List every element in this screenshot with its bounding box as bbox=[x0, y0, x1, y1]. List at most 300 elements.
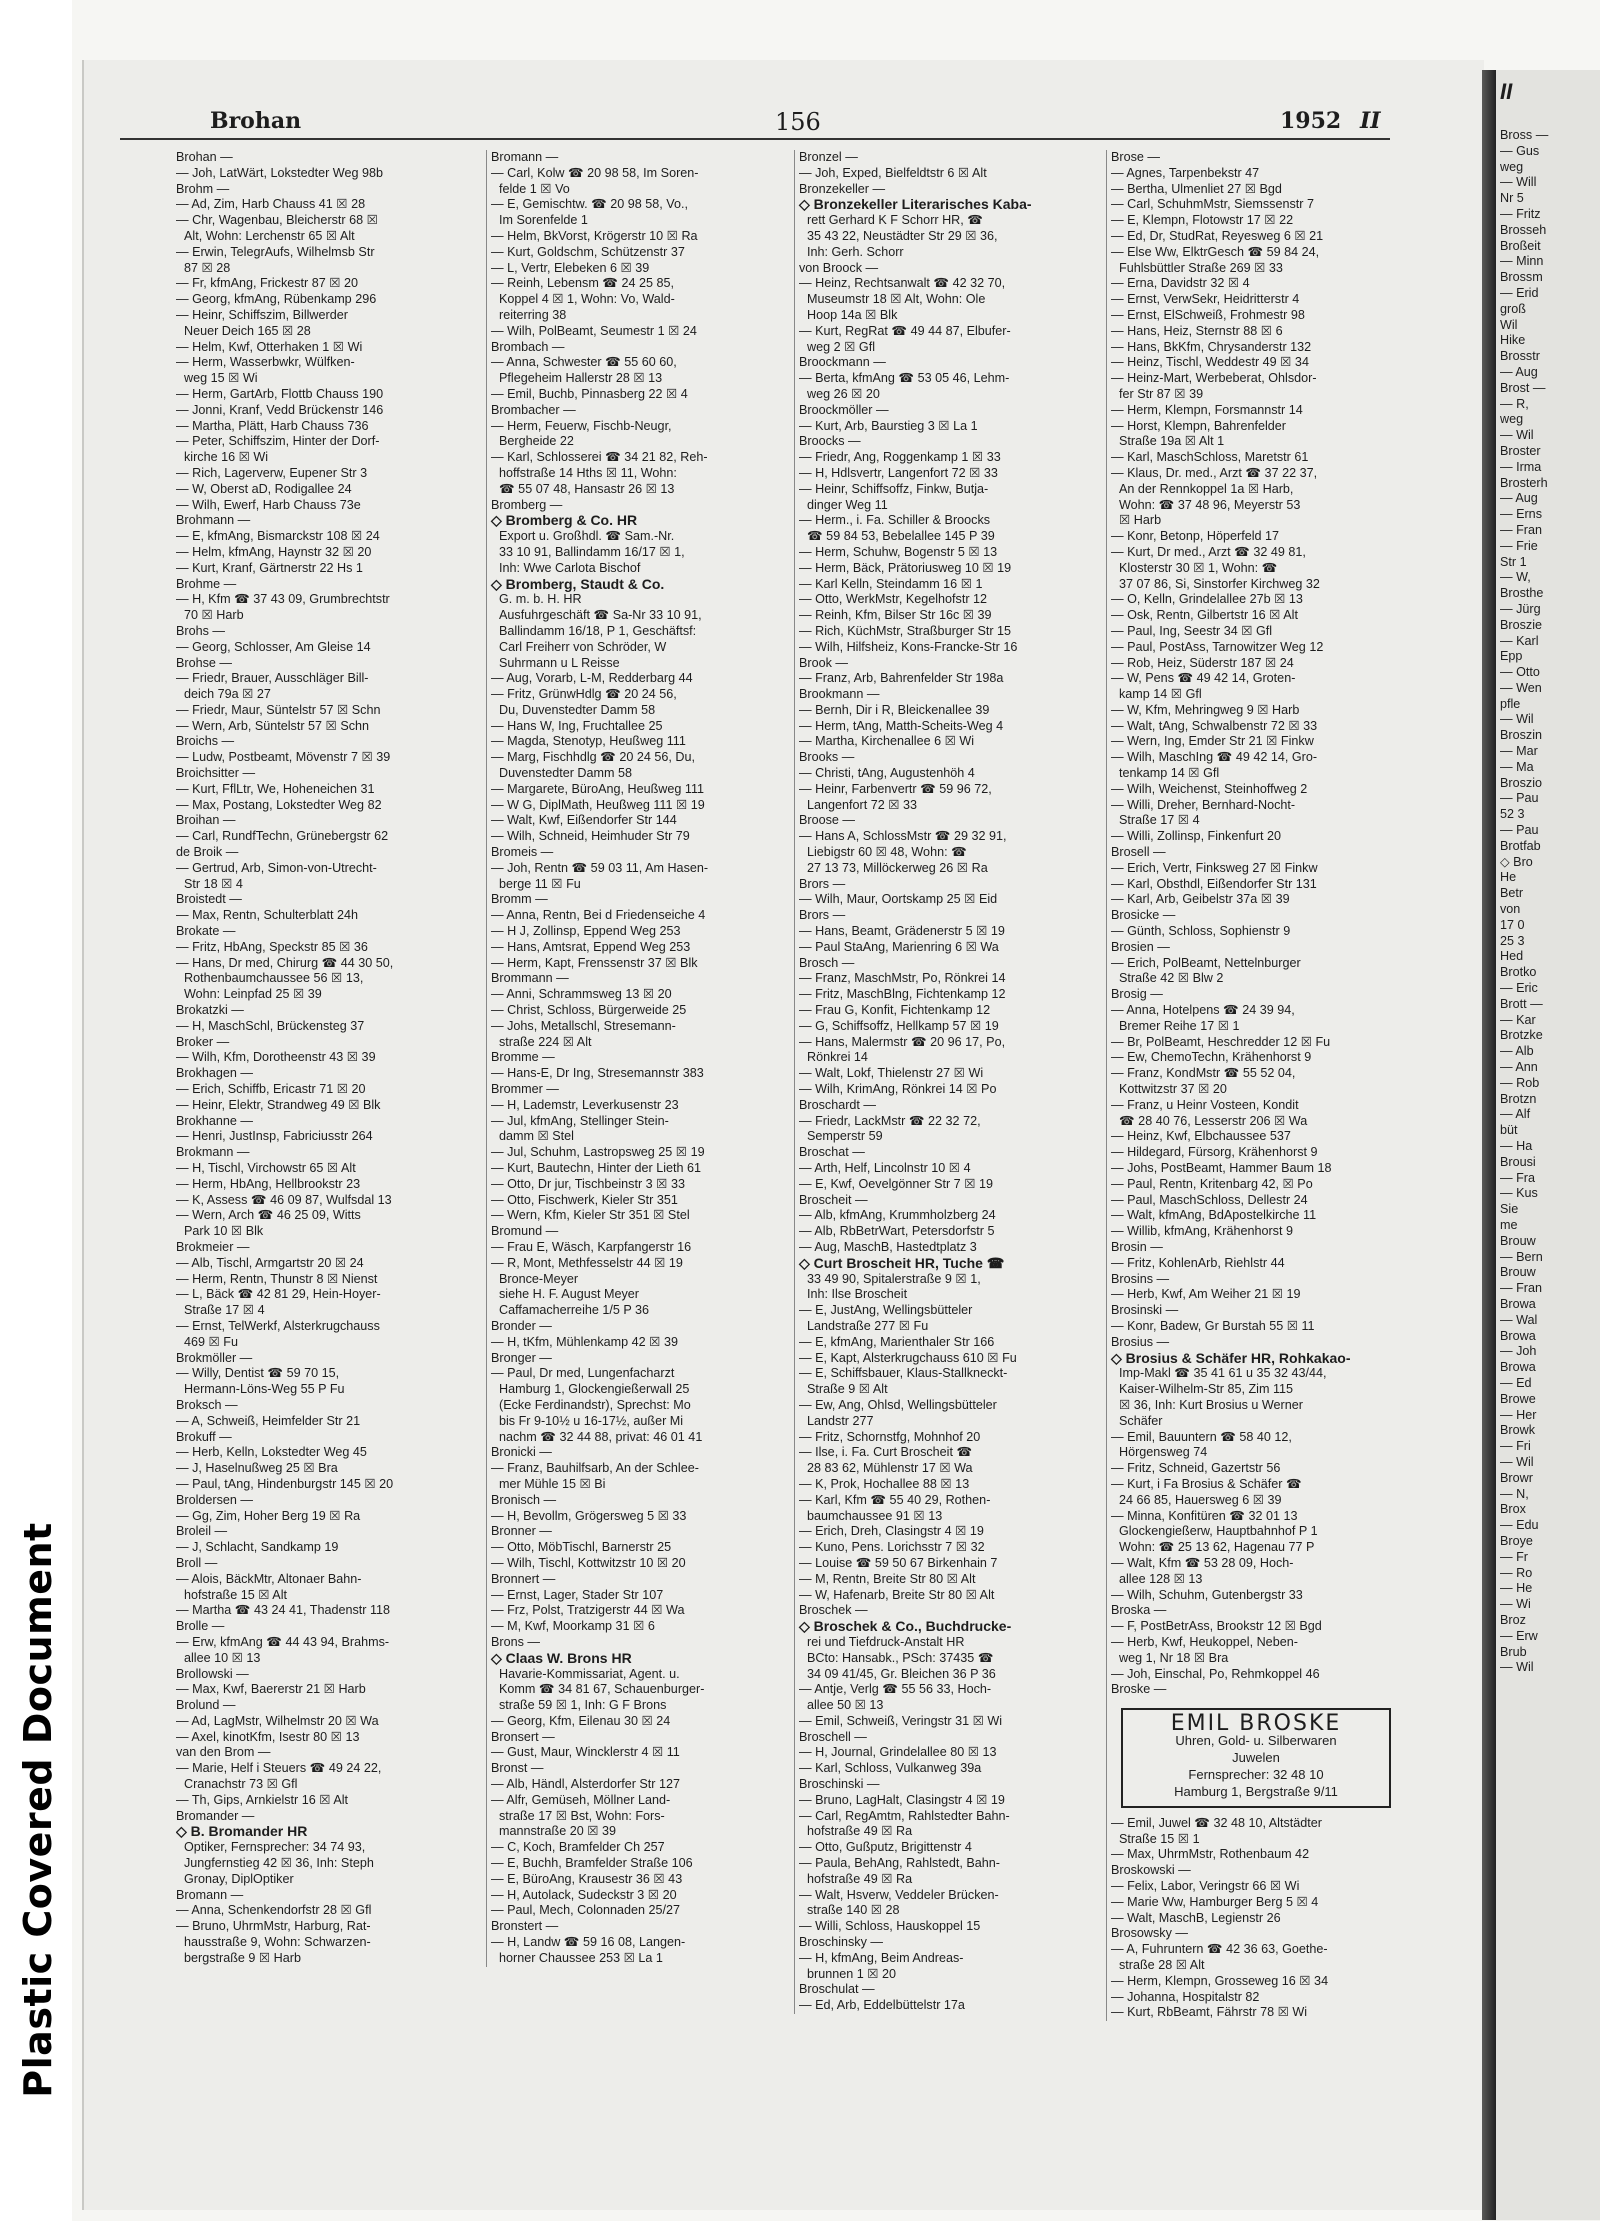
adjacent-page-fragment: Brost — bbox=[1500, 380, 1546, 395]
directory-line: — Kurt, FflLtr, We, Hoheneichen 31 bbox=[176, 781, 375, 796]
directory-line: — Louise ☎ 59 50 67 Birkenhain 7 bbox=[799, 1555, 998, 1570]
directory-line: allee 10 ☒ 13 bbox=[184, 1650, 261, 1665]
directory-line: Broleil — bbox=[176, 1524, 228, 1539]
directory-line: Brosien — bbox=[1111, 939, 1170, 954]
adjacent-page-fragment: Browe bbox=[1500, 1391, 1536, 1406]
directory-line: — A, Schweiß, Heimfelder Str 21 bbox=[176, 1413, 361, 1428]
directory-line: — W, Oberst aD, Rodigallee 24 bbox=[176, 481, 352, 496]
directory-line: Brosicke — bbox=[1111, 908, 1176, 923]
directory-line: Broska — bbox=[1111, 1603, 1167, 1618]
directory-line: Brors — bbox=[799, 876, 846, 891]
directory-line: — Frau E, Wäsch, Karpfangerstr 16 bbox=[491, 1239, 692, 1254]
directory-line: — Paul StaAng, Marienring 6 ☒ Wa bbox=[799, 939, 999, 954]
directory-line: — Karl, Arb, Geibelstr 37a ☒ 39 bbox=[1111, 892, 1290, 907]
directory-line: Broschat — bbox=[799, 1145, 865, 1160]
directory-line: — Friedr, Brauer, Ausschläger Bill- bbox=[176, 671, 369, 686]
directory-line: Wohn: Leinpfad 25 ☒ 39 bbox=[184, 987, 322, 1002]
directory-line: — Herm, GartArb, Flottb Chauss 190 bbox=[176, 386, 384, 401]
adjacent-page-fragment: weg bbox=[1500, 159, 1524, 174]
adjacent-page-fragment: — Kar bbox=[1500, 1012, 1536, 1027]
adjacent-page-fragment: ◇ Bro bbox=[1500, 854, 1533, 869]
directory-line: Brons — bbox=[491, 1634, 540, 1649]
directory-line: — Walt, tAng, Schwalbenstr 72 ☒ 33 bbox=[1111, 718, 1318, 733]
directory-line: Broichs — bbox=[176, 734, 235, 749]
directory-line: Landstraße 277 ☒ Fu bbox=[807, 1318, 929, 1333]
directory-line: — Ed, Arb, Eddelbüttelstr 17a bbox=[799, 1998, 965, 2013]
column-4-entries bbox=[1111, 150, 1407, 1698]
directory-line: — Antje, Verlg ☎ 55 56 33, Hoch- bbox=[799, 1682, 992, 1697]
directory-line: Brosins — bbox=[1111, 1271, 1170, 1286]
directory-line: — Frau G, Konfit, Fichtenkamp 12 bbox=[799, 1003, 991, 1018]
directory-line: — Otto, Fischwerk, Kieler Str 351 bbox=[491, 1192, 678, 1207]
directory-line: — Herb, Kelln, Lokstedter Weg 45 bbox=[176, 1445, 367, 1460]
directory-line: Duvenstedter Damm 58 bbox=[499, 766, 632, 781]
directory-line: — Herm, HbAng, Hellbrookstr 23 bbox=[176, 1176, 361, 1191]
directory-line: — Karl Kelln, Steindamm 16 ☒ 1 bbox=[799, 576, 983, 591]
adjacent-page-fragment: — Joh bbox=[1500, 1344, 1537, 1359]
directory-line: Brombach — bbox=[491, 339, 565, 354]
adjacent-page-fragment: — Frie bbox=[1500, 538, 1538, 553]
directory-line: — Christi, tAng, Augustenhöh 4 bbox=[799, 766, 975, 781]
directory-line: — Wilh, Schneid, Heimhuder Str 79 bbox=[491, 829, 690, 844]
directory-line: Broschek — bbox=[799, 1603, 868, 1618]
adjacent-page-fragment: Hike bbox=[1500, 333, 1526, 348]
adjacent-page-fragment: Brotko bbox=[1500, 965, 1537, 980]
directory-line: Inh: Wwe Carlota Bischof bbox=[499, 560, 641, 575]
directory-line: — Paul, MaschSchloss, Dellestr 24 bbox=[1111, 1192, 1308, 1207]
directory-line: — H, Bevollm, Grögersweg 5 ☒ 33 bbox=[491, 1508, 687, 1523]
adjacent-page-header: II bbox=[1500, 79, 1513, 104]
directory-line: Broockmann — bbox=[799, 355, 886, 370]
adjacent-page-fragment: — Erid bbox=[1500, 285, 1539, 300]
directory-line: Straße 15 ☒ 1 bbox=[1119, 1831, 1200, 1846]
adjacent-page-fragment: Browa bbox=[1500, 1360, 1536, 1375]
directory-line: Brose — bbox=[1111, 150, 1160, 164]
directory-line: — Herb, Kwf, Heukoppel, Neben- bbox=[1111, 1634, 1298, 1649]
directory-line: — Carl, RegAmtm, Rahlstedter Bahn- bbox=[799, 1808, 1010, 1823]
directory-line: — Minna, Konfitüren ☎ 32 01 13 bbox=[1111, 1508, 1298, 1523]
directory-line: — Emil, Bauuntern ☎ 58 40 12, bbox=[1111, 1429, 1292, 1444]
directory-line: — K, Prok, Hochallee 88 ☒ 13 bbox=[799, 1476, 970, 1491]
directory-line: Broll — bbox=[176, 1555, 218, 1570]
adjacent-page-fragment: — Fritz bbox=[1500, 206, 1541, 221]
directory-line: — Jul, Schuhm, Lastropsweg 25 ☒ 19 bbox=[491, 1145, 705, 1160]
directory-line: Brokmeier — bbox=[176, 1239, 250, 1254]
directory-line: — Herm, Schuhw, Bogenstr 5 ☒ 13 bbox=[799, 544, 998, 559]
adjacent-page-fragment: Brub bbox=[1500, 1644, 1527, 1659]
directory-line: — Kurt, Dr med., Arzt ☎ 32 49 81, bbox=[1111, 544, 1306, 559]
directory-line: Brookmann — bbox=[799, 687, 880, 702]
directory-line: Hermann-Löns-Weg 55 P Fu bbox=[184, 1382, 345, 1397]
directory-line: An der Rennkoppel 1a ☒ Harb, bbox=[1119, 481, 1294, 496]
directory-line: — Rich, Lagerverw, Eupener Str 3 bbox=[176, 465, 368, 480]
directory-line: Straße 19a ☒ Alt 1 bbox=[1119, 434, 1225, 449]
adjacent-page-fragment: — Her bbox=[1500, 1407, 1537, 1422]
directory-line: Broker — bbox=[176, 1034, 230, 1049]
directory-line: horner Chaussee 253 ☒ La 1 bbox=[499, 1950, 663, 1965]
directory-line: ☒ Harb bbox=[1119, 513, 1162, 528]
directory-line: damm ☒ Stel bbox=[499, 1129, 574, 1144]
directory-line: — Wilh, Ewerf, Harb Chauss 73e bbox=[176, 497, 361, 512]
adjacent-page-fragment: pfle bbox=[1500, 696, 1521, 711]
side-label-text: Plastic Covered Document bbox=[16, 1522, 60, 2098]
directory-line: — Johs, PostBeamt, Hammer Baum 18 bbox=[1111, 1161, 1332, 1175]
directory-line: — Otto, WerkMstr, Kegelhofstr 12 bbox=[799, 592, 988, 607]
directory-line: Broockmöller — bbox=[799, 402, 889, 417]
directory-line: — Heinz, Tischl, Weddestr 49 ☒ 34 bbox=[1111, 355, 1309, 370]
adjacent-page-fragment: Brouw bbox=[1500, 1233, 1536, 1248]
directory-line: straße 59 ☒ 1, Inh: G F Brons bbox=[499, 1698, 667, 1713]
directory-line: — Kurt, Kranf, Gärtnerstr 22 Hs 1 bbox=[176, 560, 363, 575]
directory-line: Brooks — bbox=[799, 750, 855, 765]
adjacent-page-fragment: — Will bbox=[1500, 175, 1537, 190]
side-label bbox=[8, 1522, 68, 2098]
directory-line: — Anna, Schwester ☎ 55 60 60, bbox=[491, 355, 677, 370]
directory-line: — Wilh, Maur, Oortskamp 25 ☒ Eid bbox=[799, 892, 998, 907]
directory-line: — Carl, RundfTechn, Grünebergstr 62 bbox=[176, 829, 389, 844]
directory-line: — Alb, Tischl, Armgartstr 20 ☒ 24 bbox=[176, 1255, 364, 1270]
adjacent-page-fragment: Brosstr bbox=[1500, 349, 1540, 364]
directory-line: hofstraße 49 ☒ Ra bbox=[807, 1871, 913, 1886]
directory-line: — H, Tischl, Virchowstr 65 ☒ Alt bbox=[176, 1161, 356, 1175]
directory-line: Brosin — bbox=[1111, 1239, 1163, 1254]
directory-line: — Gust, Maur, Wincklerstr 4 ☒ 11 bbox=[491, 1745, 680, 1760]
directory-line: — Gg, Zim, Hoher Berg 19 ☒ Ra bbox=[176, 1508, 361, 1523]
directory-line: ◇ Claas W. Brons HR bbox=[491, 1649, 632, 1666]
adjacent-page-fragment: — Pau bbox=[1500, 823, 1539, 838]
directory-line: Langenfort 72 ☒ 33 bbox=[807, 797, 918, 812]
directory-line: — Chr, Wagenbau, Bleicherstr 68 ☒ bbox=[176, 213, 378, 228]
directory-line: weg 15 ☒ Wi bbox=[184, 371, 258, 386]
directory-line: — Joh, Exped, Bielfeldtstr 6 ☒ Alt bbox=[799, 165, 987, 180]
directory-line: Bronisch — bbox=[491, 1492, 557, 1507]
directory-line: — Bernh, Dir i R, Bleickenallee 39 bbox=[799, 702, 990, 717]
adjacent-page-fragment: — Ann bbox=[1500, 1060, 1538, 1075]
directory-line: — H, Autolack, Sudeckstr 3 ☒ 20 bbox=[491, 1887, 677, 1902]
directory-line: — Paul, PostAss, Tarnowitzer Weg 12 bbox=[1111, 639, 1324, 654]
adjacent-page-fragment: — Bern bbox=[1500, 1249, 1543, 1264]
directory-line: Brokhanne — bbox=[176, 1113, 254, 1128]
directory-line: bergstraße 9 ☒ Harb bbox=[184, 1950, 301, 1965]
directory-line: berge 11 ☒ Fu bbox=[499, 876, 581, 891]
directory-line: — Herm, Rentn, Thunstr 8 ☒ Nienst bbox=[176, 1271, 378, 1286]
directory-line: — Wilh, KrimAng, Rönkrei 14 ☒ Po bbox=[799, 1082, 997, 1097]
directory-line: hausstraße 9, Wohn: Schwarzen- bbox=[184, 1935, 371, 1950]
directory-line: Bronger — bbox=[491, 1350, 552, 1365]
directory-line: Brohmann — bbox=[176, 513, 251, 528]
directory-line: Ausfuhrgeschäft ☎ Sa-Nr 33 10 91, bbox=[499, 608, 702, 623]
directory-line: Hörgensweg 74 bbox=[1119, 1445, 1208, 1460]
directory-line: Neuer Deich 165 ☒ 28 bbox=[184, 323, 311, 338]
adjacent-page-fragment: Brousi bbox=[1500, 1154, 1536, 1169]
directory-line: — Willy, Dentist ☎ 59 70 15, bbox=[176, 1366, 340, 1381]
directory-line: BCto: Hansabk., PSch: 37435 ☎ bbox=[807, 1650, 994, 1665]
adjacent-page-fragment: Brotfab bbox=[1500, 838, 1541, 853]
directory-line: — M, Rentn, Breite Str 80 ☒ Alt bbox=[799, 1571, 976, 1586]
directory-line: — Hans W, Ing, Fruchtallee 25 bbox=[491, 718, 663, 733]
directory-line: — Karl, Kfm ☎ 55 40 29, Rothen- bbox=[799, 1492, 991, 1507]
directory-line: — Karl, Schloss, Vulkanweg 39a bbox=[799, 1761, 982, 1776]
directory-line: — Franz, KondMstr ☎ 55 52 04, bbox=[1111, 1066, 1296, 1081]
directory-line: Broscheit — bbox=[799, 1192, 868, 1207]
directory-line: — Hans, BkKfm, Chrysanderstr 132 bbox=[1111, 339, 1312, 354]
directory-line: — E, JustAng, Wellingsbütteler bbox=[799, 1303, 973, 1318]
directory-line: — Max, Rentn, Schulterblatt 24h bbox=[176, 908, 359, 923]
directory-column-4 bbox=[1106, 150, 1407, 2021]
adjacent-page-fragment: — Erw bbox=[1500, 1628, 1538, 1643]
directory-line: — Osk, Rentn, Gilbertstr 16 ☒ Alt bbox=[1111, 608, 1298, 623]
directory-line: — Hans, Amtsrat, Eppend Weg 253 bbox=[491, 939, 691, 954]
directory-line: — Herm., i. Fa. Schiller & Broocks bbox=[799, 513, 991, 528]
directory-line: — Erich, PolBeamt, Nettelnburger bbox=[1111, 955, 1301, 970]
directory-line: — Ed, Dr, StudRat, Reyesweg 6 ☒ 21 bbox=[1111, 228, 1324, 243]
directory-line: — Karl, MaschSchloss, Maretstr 61 bbox=[1111, 450, 1309, 465]
directory-line: hofstraße 15 ☒ Alt bbox=[184, 1587, 287, 1602]
directory-line: — Herm, Klempn, Forsmannstr 14 bbox=[1111, 402, 1303, 417]
directory-line: — Arth, Helf, Lincolnstr 10 ☒ 4 bbox=[799, 1161, 971, 1175]
page-number: 156 bbox=[775, 108, 821, 136]
directory-line: — Hans-E, Dr Ing, Stresemannstr 383 bbox=[491, 1066, 704, 1081]
directory-line: Brohm — bbox=[176, 181, 230, 196]
directory-line: — Felix, Labor, Veringstr 66 ☒ Wi bbox=[1111, 1879, 1300, 1894]
directory-line: — Helm, Kwf, Otterhaken 1 ☒ Wi bbox=[176, 339, 363, 354]
directory-line: — Bruno, LagHalt, Clasingstr 4 ☒ 19 bbox=[799, 1792, 1005, 1807]
directory-line: — Günth, Schloss, Sophienstr 9 bbox=[1111, 924, 1291, 939]
directory-line: — R, Mont, Methfesselstr 44 ☒ 19 bbox=[491, 1255, 683, 1270]
page-header bbox=[120, 108, 1390, 140]
directory-line: — Konr, Betonp, Höperfeld 17 bbox=[1111, 529, 1280, 544]
adjacent-page-fragment: Sie bbox=[1500, 1202, 1519, 1217]
directory-line: Brombacher — bbox=[491, 402, 576, 417]
adjacent-page-fragment: — Rob bbox=[1500, 1075, 1540, 1090]
directory-line: 469 ☒ Fu bbox=[184, 1334, 238, 1349]
directory-line: — Herm, Kapt, Frenssenstr 37 ☒ Blk bbox=[491, 955, 698, 970]
adjacent-page-fragment: — Minn bbox=[1500, 254, 1544, 269]
directory-line: Inh: Gerh. Schorr bbox=[807, 244, 904, 259]
directory-line: hoffstraße 14 Hths ☒ 11, Wohn: bbox=[499, 465, 677, 480]
directory-line: — Max, Postang, Lokstedter Weg 82 bbox=[176, 797, 382, 812]
directory-line: — Martha, Kirchenallee 6 ☒ Wi bbox=[799, 734, 975, 749]
directory-line: Fuhlsbüttler Straße 269 ☒ 33 bbox=[1119, 260, 1283, 275]
adjacent-page-fragment: — Erns bbox=[1500, 507, 1542, 522]
directory-line: Pflegeheim Hallerstr 28 ☒ 13 bbox=[499, 371, 663, 386]
directory-column-1 bbox=[176, 150, 476, 1967]
directory-line: — W G, DiplMath, Heußweg 111 ☒ 19 bbox=[491, 797, 705, 812]
directory-line: Brokmöller — bbox=[176, 1350, 253, 1365]
header-volume: II bbox=[1360, 108, 1381, 134]
directory-line: mannstraße 20 ☒ 39 bbox=[499, 1824, 616, 1839]
directory-line: — Fritz, Schneid, Gazertstr 56 bbox=[1111, 1461, 1281, 1476]
adjacent-page-fragment: — Jürg bbox=[1500, 601, 1541, 616]
directory-line: weg 26 ☒ 20 bbox=[807, 386, 880, 401]
directory-line: Brosell — bbox=[1111, 845, 1166, 860]
directory-line: — A, Fuhruntern ☎ 42 36 63, Goethe- bbox=[1111, 1942, 1328, 1957]
adjacent-page-fragment: — Karl bbox=[1500, 633, 1539, 648]
directory-line: — Friedr, LackMstr ☎ 22 32 72, bbox=[799, 1113, 981, 1128]
directory-column-2 bbox=[486, 150, 787, 1967]
directory-line: tenkamp 14 ☒ Gfl bbox=[1119, 766, 1220, 781]
directory-line: — Wilh, Weichenst, Steinhoffweg 2 bbox=[1111, 781, 1308, 796]
directory-line: 24 66 85, Hauersweg 6 ☒ 39 bbox=[1119, 1492, 1282, 1507]
directory-line: — E, Kapt, Alsterkrugchauss 610 ☒ Fu bbox=[799, 1350, 1017, 1365]
adjacent-page-fragment: — Wil bbox=[1500, 428, 1534, 443]
advert-line: Hamburg 1, Bergstraße 9/11 bbox=[1174, 1783, 1338, 1799]
directory-line: Alt, Wohn: Lerchenstr 65 ☒ Alt bbox=[184, 228, 355, 243]
directory-line: Brokhagen — bbox=[176, 1066, 254, 1081]
directory-line: — Axel, kinotKfm, Isestr 80 ☒ 13 bbox=[176, 1729, 360, 1744]
directory-line: — W, Hafenarb, Breite Str 80 ☒ Alt bbox=[799, 1587, 995, 1602]
directory-line: brunnen 1 ☒ 20 bbox=[807, 1966, 897, 1981]
adjacent-page-fragment: — Fra bbox=[1500, 1170, 1535, 1185]
directory-line: Caffamacherreihe 1/5 P 36 bbox=[499, 1303, 650, 1318]
adjacent-page-fragment: — Pau bbox=[1500, 791, 1539, 806]
directory-line: — Herm, tAng, Matth-Scheits-Weg 4 bbox=[799, 718, 1004, 733]
directory-line: Bronce-Meyer bbox=[499, 1271, 579, 1286]
directory-line: — Ernst, VerwSekr, Heidritterstr 4 bbox=[1111, 292, 1300, 307]
directory-line: Ballindamm 16/18, P 1, Geschäftsf: bbox=[499, 623, 697, 638]
directory-line: — Wern, Ing, Emder Str 21 ☒ Finkw bbox=[1111, 734, 1314, 749]
directory-line: — Willi, Zollinsp, Finkenfurt 20 bbox=[1111, 829, 1282, 844]
directory-line: 35 43 22, Neustädter Str 29 ☒ 36, bbox=[807, 228, 998, 243]
directory-line: von Broock — bbox=[799, 260, 879, 275]
directory-line: — Hans A, SchlossMstr ☎ 29 32 91, bbox=[799, 829, 1007, 844]
directory-line: — Ilse, i. Fa. Curt Broscheit ☎ bbox=[799, 1445, 973, 1460]
directory-line: Straße 9 ☒ Alt bbox=[807, 1382, 888, 1397]
directory-line: — H, MaschSchl, Brückensteg 37 bbox=[176, 1018, 365, 1033]
directory-line: Str 18 ☒ 4 bbox=[184, 876, 243, 891]
directory-line: — Martha ☎ 43 24 41, Thadenstr 118 bbox=[176, 1603, 391, 1618]
directory-line: kirche 16 ☒ Wi bbox=[184, 450, 269, 465]
directory-line: — G, Schiffsoffz, Hellkamp 57 ☒ 19 bbox=[799, 1018, 999, 1033]
directory-line: — Walt, Kfm ☎ 53 28 09, Hoch- bbox=[1111, 1555, 1294, 1570]
adjacent-page-fragment: — Fran bbox=[1500, 522, 1542, 537]
advert-title: EMIL BROSKE bbox=[1170, 1711, 1342, 1737]
directory-line: Carl Freiherr von Schröder, W bbox=[499, 639, 667, 654]
directory-line: — Otto, MöbTischl, Barnerstr 25 bbox=[491, 1540, 672, 1555]
directory-line: — Georg, Schlosser, Am Gleise 14 bbox=[176, 639, 371, 654]
directory-line: Kottwitzstr 37 ☒ 20 bbox=[1119, 1082, 1227, 1097]
directory-line: — Bruno, UhrmMstr, Harburg, Rat- bbox=[176, 1919, 371, 1934]
adjacent-page-fragment: Broz bbox=[1500, 1612, 1526, 1627]
directory-line: — Erich, Schiffb, Ericastr 71 ☒ 20 bbox=[176, 1082, 366, 1097]
directory-line: straße 140 ☒ 28 bbox=[807, 1903, 900, 1918]
directory-line: Bremer Reihe 17 ☒ 1 bbox=[1119, 1018, 1240, 1033]
adjacent-page-fragment: — Ha bbox=[1500, 1139, 1533, 1153]
directory-line: Cranachstr 73 ☒ Gfl bbox=[184, 1777, 298, 1792]
directory-line: Semperstr 59 bbox=[807, 1129, 883, 1144]
directory-line: deich 79a ☒ 27 bbox=[184, 687, 271, 702]
directory-line: Brohan — bbox=[176, 150, 233, 164]
adjacent-page-fragment: 17 0 bbox=[1500, 917, 1525, 932]
directory-line: — Johs, Metallschl, Stresemann- bbox=[491, 1018, 676, 1033]
directory-line: — Fr, kfmAng, Frickestr 87 ☒ 20 bbox=[176, 276, 359, 291]
directory-line: — Herb, Kwf, Am Weiher 21 ☒ 19 bbox=[1111, 1287, 1301, 1302]
directory-line: — Paul, Mech, Colonnaden 25/27 bbox=[491, 1903, 681, 1918]
directory-line: Schäfer bbox=[1119, 1413, 1163, 1428]
directory-line: Suhrmann u L Reisse bbox=[499, 655, 620, 670]
directory-line: — Peter, Schiffszim, Hinter der Dorf- bbox=[176, 434, 380, 449]
directory-line: Bromme — bbox=[491, 1050, 555, 1065]
adjacent-page-fragment: Brotzke bbox=[1500, 1028, 1543, 1043]
directory-line: — Jonni, Kranf, Vedd Brückenstr 146 bbox=[176, 402, 384, 417]
directory-line: — Klaus, Dr. med., Arzt ☎ 37 22 37, bbox=[1111, 465, 1318, 480]
directory-line: Straße 42 ☒ Blw 2 bbox=[1119, 971, 1224, 986]
directory-line: — Hans, Beamt, Grädenerstr 5 ☒ 19 bbox=[799, 924, 1005, 939]
adjacent-page-fragment: — Eric bbox=[1500, 981, 1538, 996]
adjacent-page-fragment: Betr bbox=[1500, 886, 1524, 901]
directory-line: — Ew, Ang, Ohlsd, Wellingsbütteler bbox=[799, 1397, 997, 1412]
directory-line: — Wern, Arb, Süntelstr 57 ☒ Schn bbox=[176, 718, 370, 733]
directory-line: 28 83 62, Mühlenstr 17 ☒ Wa bbox=[807, 1461, 973, 1476]
directory-line: — Franz, Arb, Bahrenfelder Str 198a bbox=[799, 671, 1004, 686]
directory-line: Bromander — bbox=[176, 1808, 255, 1823]
directory-line: weg 2 ☒ Gfl bbox=[807, 339, 875, 354]
directory-line: — Aug, Vorarb, L-M, Redderbarg 44 bbox=[491, 671, 693, 686]
directory-line: Bronzekeller — bbox=[799, 181, 886, 196]
adjacent-page-fragment: — Irma bbox=[1500, 459, 1542, 474]
directory-line: — Hildegard, Fürsorg, Krähenhorst 9 bbox=[1111, 1145, 1318, 1160]
header-year: 1952 bbox=[1280, 108, 1342, 134]
directory-line: Havarie-Kommissariat, Agent. u. bbox=[499, 1666, 680, 1681]
directory-line: Bergheide 22 bbox=[499, 434, 574, 449]
directory-line: ☎ 28 40 76, Lesserstr 206 ☒ Wa bbox=[1119, 1113, 1308, 1128]
directory-line: Inh: Ilse Broscheit bbox=[807, 1287, 908, 1302]
directory-line: Broihan — bbox=[176, 813, 236, 828]
directory-line: Bromm — bbox=[491, 892, 548, 907]
adjacent-page-fragment: — Wil bbox=[1500, 1660, 1534, 1675]
directory-line: Museumstr 18 ☒ Alt, Wohn: Ole bbox=[807, 292, 986, 307]
adjacent-page-fragment: Browa bbox=[1500, 1328, 1536, 1343]
directory-line: Kaiser-Wilhelm-Str 85, Zim 115 bbox=[1119, 1382, 1294, 1397]
directory-line: — Carl, Kolw ☎ 20 98 58, Im Soren- bbox=[491, 165, 699, 180]
directory-line: Brolle — bbox=[176, 1619, 225, 1634]
directory-line: reiterring 38 bbox=[499, 307, 567, 322]
directory-line: rett Gerhard K F Schorr HR, ☎ bbox=[807, 213, 983, 228]
directory-line: van den Brom — bbox=[176, 1745, 271, 1760]
directory-line: Broldersen — bbox=[176, 1492, 253, 1507]
directory-line: — Anna, Rentn, Bei d Friedenseiche 4 bbox=[491, 908, 706, 923]
adjacent-page-fragment: Broster bbox=[1500, 443, 1541, 458]
adjacent-page-fragment: — Aug bbox=[1500, 491, 1538, 506]
directory-line: Broschulat — bbox=[799, 1982, 875, 1997]
adjacent-page-fragment: Brossm bbox=[1500, 270, 1543, 285]
directory-line: — F, PostBetrAss, Brookstr 12 ☒ Bgd bbox=[1111, 1619, 1322, 1634]
directory-line: — Ew, ChemoTechn, Krähenhorst 9 bbox=[1111, 1050, 1312, 1065]
directory-line: — Erich, Dreh, Clasingstr 4 ☒ 19 bbox=[799, 1524, 984, 1539]
adjacent-page-fragment: — Wil bbox=[1500, 1454, 1534, 1469]
directory-line: Klosterstr 30 ☒ 1, Wohn: ☎ bbox=[1119, 560, 1278, 575]
adjacent-page-fragment: — Alf bbox=[1500, 1107, 1531, 1122]
directory-line: Bronner — bbox=[491, 1524, 552, 1539]
directory-line: — Konr, Badew, Gr Burstah 55 ☒ 11 bbox=[1111, 1318, 1315, 1333]
directory-line: — Willi, Dreher, Bernhard-Nocht- bbox=[1111, 797, 1296, 812]
directory-line: weg 1, Nr 18 ☒ Bra bbox=[1119, 1650, 1229, 1665]
directory-line: Broschell — bbox=[799, 1729, 867, 1744]
adjacent-page-fragment: Browk bbox=[1500, 1423, 1535, 1438]
adjacent-page-fragment: — Fr bbox=[1500, 1549, 1528, 1564]
adjacent-page-fragment: Browr bbox=[1500, 1470, 1533, 1485]
directory-line: mer Mühle 15 ☒ Bi bbox=[499, 1476, 606, 1491]
directory-line: Hoop 14a ☒ Blk bbox=[807, 307, 898, 322]
directory-line: — Else Ww, ElktrGesch ☎ 59 84 24, bbox=[1111, 244, 1320, 259]
directory-line: — Helm, BkVorst, Krögerstr 10 ☒ Ra bbox=[491, 228, 698, 243]
directory-line: — Ad, LagMstr, Wilhelmstr 20 ☒ Wa bbox=[176, 1713, 379, 1728]
adjacent-page-fragment: Brox bbox=[1500, 1502, 1526, 1517]
directory-line: — H J, Zollinsp, Eppend Weg 253 bbox=[491, 924, 681, 939]
directory-line: — Kurt, Goldschm, Schützenstr 37 bbox=[491, 244, 685, 259]
directory-line: Broose — bbox=[799, 813, 855, 828]
directory-line: ◇ Broschek & Co., Buchdrucke- bbox=[799, 1618, 1012, 1635]
